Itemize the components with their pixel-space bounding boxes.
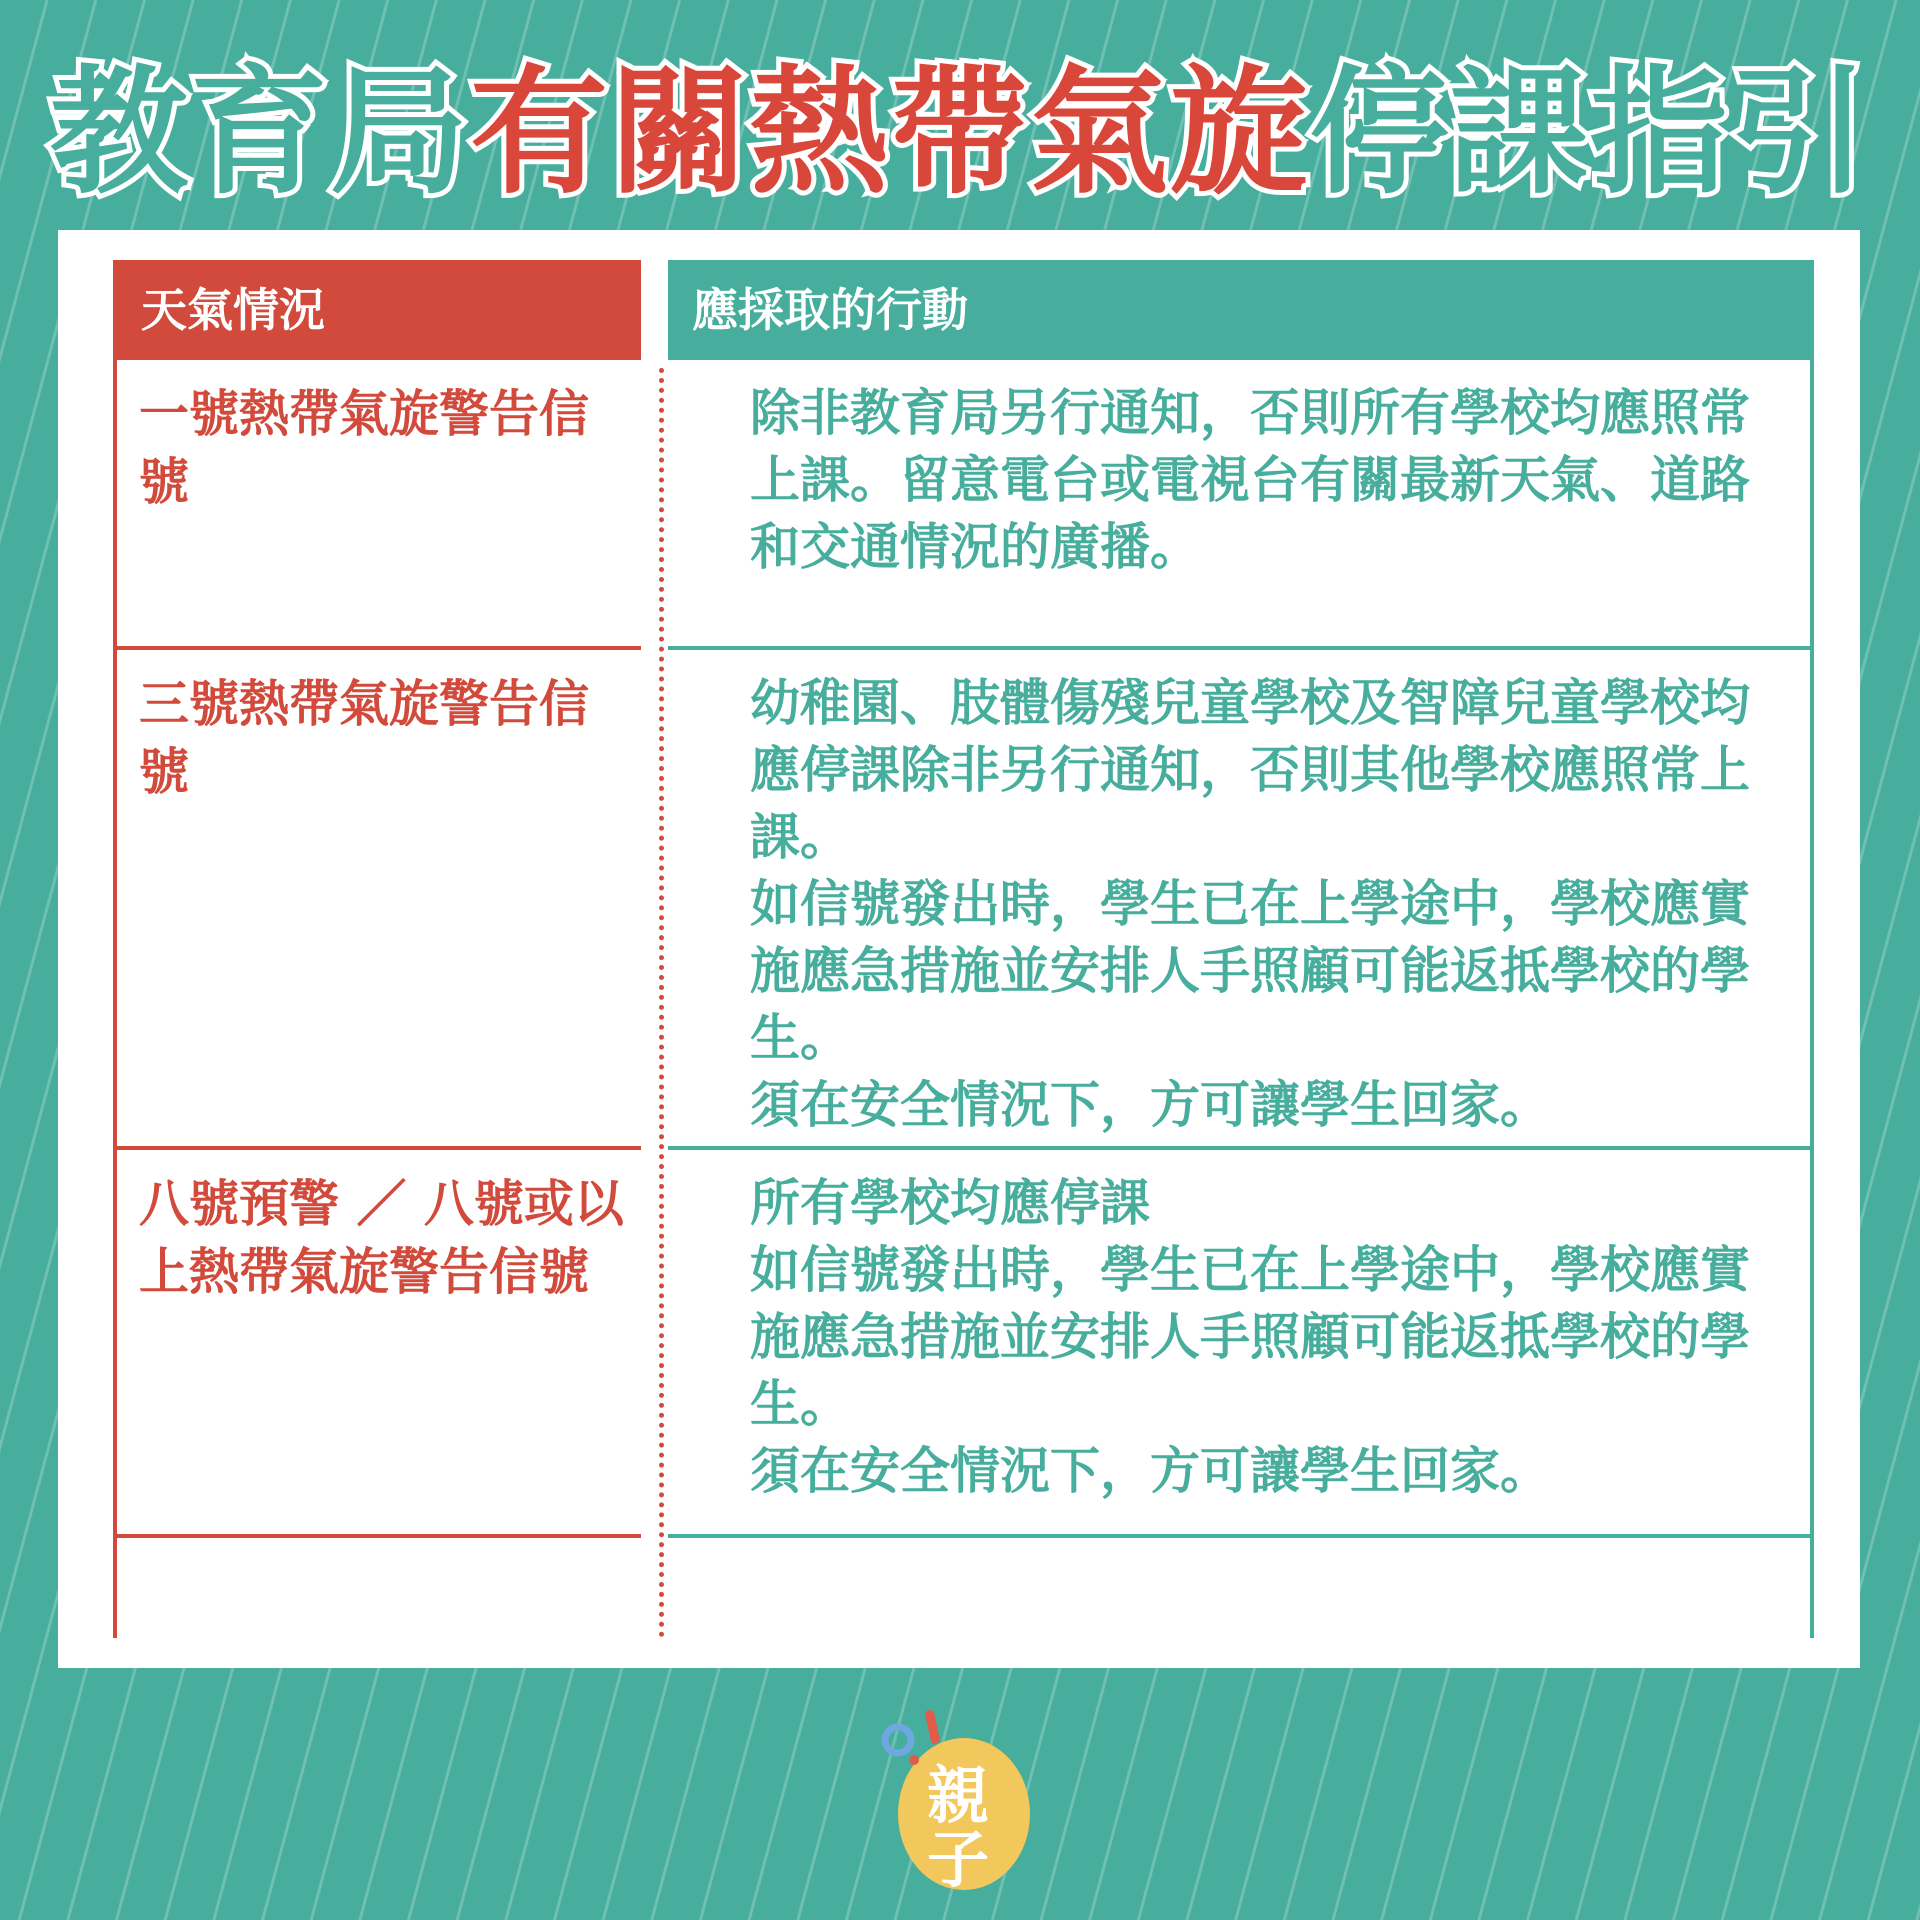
column-divider-dots — [659, 368, 664, 1638]
action-line: 須在安全情況下，方可讓學生回家。 — [750, 1442, 1550, 1500]
logo-text — [908, 1759, 1008, 1896]
condition-text: 八號預警 ／ 八號或以上熱帶氣旋警告信號 — [139, 1175, 624, 1301]
logo-text-line2: 子 — [926, 1823, 989, 1896]
brand-logo — [868, 1702, 1058, 1896]
table-row-condition — [117, 1150, 641, 1538]
action-text — [750, 1170, 1790, 1505]
action-line: 如信號發出時，學生已在上學途中，學校應實施應急措施並安排人手照顧可能返抵學校的學生。 — [750, 875, 1750, 1067]
condition-text: 一號熱帶氣旋警告信號 — [139, 385, 589, 511]
action-line: 除非教育局另行通知，否則所有學校均應照常上課。留意電台或電視台有關最新天氣、道路和交通情況的廣播。 — [750, 384, 1750, 576]
action-header — [668, 260, 1810, 360]
table-row-action — [668, 650, 1810, 1150]
action-line: 如信號發出時，學生已在上學途中，學校應實施應急措施並安排人手照顧可能返抵學校的學生。 — [750, 1241, 1750, 1433]
title-part-2: 有關熱帶氣旋 — [469, 52, 1310, 213]
title-part-3: 停課指引 — [1310, 52, 1871, 213]
action-line: 所有學校均應停課 — [750, 1174, 1150, 1232]
page-title — [0, 48, 1920, 218]
table-row-action — [668, 360, 1810, 650]
logo-text-line1: 親 — [926, 1759, 989, 1832]
condition-column — [113, 260, 641, 1638]
action-text — [750, 380, 1790, 581]
action-column — [668, 260, 1814, 1638]
action-line: 須在安全情況下，方可讓學生回家。 — [750, 1076, 1550, 1134]
action-line: 幼稚園、肢體傷殘兒童學校及智障兒童學校均應停課除非另行通知，否則其他學校應照常上課。 — [750, 674, 1750, 866]
condition-header-label: 天氣情況 — [141, 283, 325, 337]
table-row-condition — [117, 650, 641, 1150]
table-row-action — [668, 1150, 1810, 1538]
condition-text: 三號熱帶氣旋警告信號 — [139, 675, 589, 801]
guideline-table-card — [58, 230, 1860, 1668]
table-row-condition — [117, 360, 641, 650]
action-text — [750, 670, 1790, 1139]
title-part-1: 教育局 — [49, 52, 470, 213]
action-header-label: 應採取的行動 — [692, 283, 968, 337]
condition-header — [117, 260, 641, 360]
